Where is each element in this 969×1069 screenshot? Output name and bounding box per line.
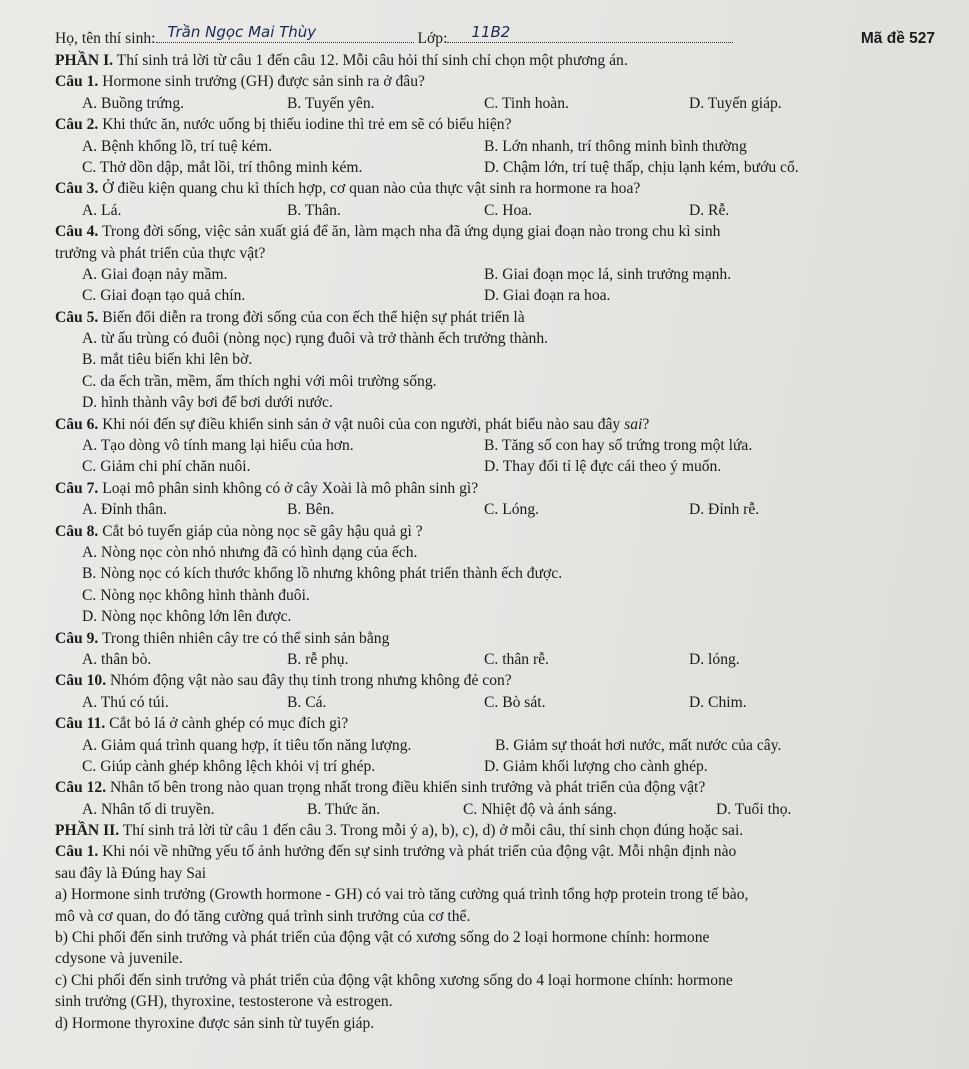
question-5: Câu 5. Biến đổi diễn ra trong đời sống của con ếch thể hiện sự phát triển là (55, 308, 525, 326)
option-b: B. Giảm sự thoát hơi nước, mất nước của cây. (495, 736, 782, 754)
question-7-options (55, 499, 935, 520)
option-a: A. Giai đoạn nảy mầm. (82, 265, 228, 283)
question-6-options-row2 (55, 456, 935, 477)
part2-question-1-cont: sau đây là Đúng hay Sai (55, 864, 207, 882)
exam-content (55, 22, 935, 1034)
option-a: A. Lá. (82, 201, 122, 219)
option-c: C. Nòng nọc không hình thành đuôi. (82, 586, 310, 604)
part1-instruction: PHẦN I. Thí sinh trả lời từ câu 1 đến câu 12. Mỗi câu hỏi thí sinh chỉ chọn một phương án. (55, 52, 628, 69)
question-6: Câu 6. Khi nói đến sự điều khiển sinh sản ở vật nuôi của con người, phát biểu nào sau đây sai? (55, 415, 650, 433)
question-7: Câu 7. Loại mô phân sinh không có ở cây Xoài là mô phân sinh gì? (55, 479, 479, 497)
statement-d: d) Hormone thyroxine được sản sinh từ tuyến giáp. (55, 1014, 375, 1032)
option-a: A. Đỉnh thân. (82, 501, 167, 519)
option-b: B. Thân. (287, 201, 341, 219)
question-2-options-row1 (55, 136, 935, 157)
option-c: C. Giúp cành ghép không lệch khỏi vị trí ghép. (82, 757, 376, 775)
option-b: B. mắt tiêu biến khi lên bờ. (82, 351, 253, 369)
option-b: B. Tăng số con hay số trứng trong một lứa. (484, 437, 753, 455)
option-d: D. Nòng nọc không lớn lên được. (82, 608, 292, 626)
option-c: C. Thở dồn dập, mắt lồi, trí thông minh kém. (82, 158, 363, 176)
option-c: C. Tinh hoàn. (484, 94, 569, 112)
option-c: C. thân rễ. (484, 650, 549, 668)
option-a: A. Nhân tố di truyền. (82, 800, 215, 818)
option-a: A. Thú có túi. (82, 693, 169, 711)
question-2: Câu 2. Khi thức ăn, nước uống bị thiếu iodine thì trẻ em sẽ có biểu hiện? (55, 116, 512, 134)
option-a: A. Bệnh khổng lồ, trí tuệ kém. (82, 137, 273, 155)
statement-c: c) Chi phối đến sinh trưởng và phát triển của động vật không xương sống do 4 loại hormone chính: hormone (55, 971, 733, 989)
question-9: Câu 9. Trong thiên nhiên cây tre có thể sinh sản bằng (55, 629, 390, 647)
option-a: A. Nòng nọc còn nhỏ nhưng đã có hình dạng của ếch. (82, 543, 418, 561)
option-b: B. Lớn nhanh, trí thông minh bình thường (484, 137, 747, 155)
option-a: A. Tạo dòng vô tính mang lại hiểu của hơn. (82, 437, 354, 455)
class-field (447, 22, 733, 43)
option-c: C. Bò sát. (484, 693, 546, 711)
name-label: Họ, tên thí sinh: (55, 30, 156, 47)
statement-b: b) Chi phối đến sinh trưởng và phát triển của động vật có xương sống do 2 loại hormone chính: hormone (55, 929, 710, 947)
option-b: B. Nòng nọc có kích thước khổng lồ nhưng không phát triển thành ếch được. (82, 565, 563, 583)
option-c: C. da ếch trần, mềm, ẩm thích nghi với môi trường sống. (82, 372, 437, 390)
question-11-options-row1 (55, 735, 935, 756)
question-4-options-row2 (55, 285, 935, 306)
question-6-options-row1 (55, 435, 935, 456)
option-c: C. Giảm chi phí chăn nuôi. (82, 458, 251, 476)
question-4: Câu 4. Trong đời sống, việc sản xuất giá để ăn, làm mạch nha đã ứng dụng giai đoạn nào trong chu kì sinh (55, 223, 721, 241)
class-label: Lớp: (417, 30, 448, 47)
question-3-options (55, 200, 935, 221)
option-d: D. Tuyến giáp. (689, 94, 782, 112)
option-d: D. Rễ. (689, 201, 730, 219)
question-3: Câu 3. Ở điều kiện quang chu kì thích hợp, cơ quan nào của thực vật sinh ra hormone ra hoa? (55, 180, 641, 198)
question-8: Câu 8. Cắt bỏ tuyến giáp của nòng nọc sẽ gây hậu quả gì ? (55, 522, 423, 540)
option-a: A. từ ấu trùng có đuôi (nòng nọc) rụng đuôi và trở thành ếch trưởng thành. (82, 330, 549, 348)
option-c: C. Hoa. (484, 201, 533, 219)
question-1: Câu 1. Hormone sinh trưởng (GH) được sản sinh ra ở đâu? (55, 73, 425, 91)
question-10-options (55, 692, 935, 713)
statement-c-cont: sinh trưởng (GH), thyroxine, testosterone và estrogen. (55, 993, 393, 1011)
question-1-options (55, 93, 935, 114)
statement-a: a) Hormone sinh trưởng (Growth hormone - GH) có vai trò tăng cường quá trình tổng hợp protein trong tế bào, (55, 886, 749, 904)
exam-header (55, 22, 935, 50)
exam-code: Mã đề 527 (860, 30, 935, 47)
question-4-cont: trưởng và phát triển của thực vật? (55, 244, 266, 262)
option-d: D. Giai đoạn ra hoa. (484, 287, 611, 305)
class-handwritten: 11B2 (471, 22, 511, 41)
name-field (156, 22, 414, 43)
option-a: A. thân bò. (82, 650, 152, 668)
option-d: D. lóng. (689, 650, 740, 668)
question-11: Câu 11. Cắt bỏ lá ở cành ghép có mục đích gì? (55, 715, 349, 733)
option-d: D. Tuổi thọ. (716, 800, 792, 818)
option-a: A. Giảm quá trình quang hợp, ít tiêu tốn năng lượng. (82, 736, 412, 754)
option-c: C. Giai đoạn tạo quả chín. (82, 287, 246, 305)
option-b: B. rễ phụ. (287, 650, 349, 668)
option-b: B. Tuyến yên. (287, 94, 375, 112)
part2-question-1: Câu 1. Khi nói về những yếu tố ảnh hưởng đến sự sinh trưởng và phát triển của động vật. Mỗi nhận định nào (55, 843, 737, 861)
option-d: D. Giảm khối lượng cho cành ghép. (484, 757, 708, 775)
option-b: B. Cá. (287, 693, 327, 711)
question-9-options (55, 649, 935, 670)
statement-a-cont: mô và cơ quan, do đó tăng cường quá trình sinh trưởng của cơ thể. (55, 907, 471, 925)
option-d: D. hình thành vây bơi để bơi dưới nước. (82, 394, 333, 412)
option-d: D. Đỉnh rễ. (689, 501, 760, 519)
question-12: Câu 12. Nhân tố bên trong nào quan trọng nhất trong điều khiển sinh trưởng và phát triển của động vật? (55, 779, 706, 797)
question-11-options-row2 (55, 756, 935, 777)
question-2-options-row2 (55, 157, 935, 178)
name-handwritten: Trần Ngọc Mai Thùy (167, 22, 317, 41)
statement-b-cont: cdysone và juvenile. (55, 950, 183, 968)
option-d: D. Chậm lớn, trí tuệ thấp, chịu lạnh kém, bướu cổ. (484, 158, 799, 176)
part2-instruction: PHẦN II. Thí sinh trả lời từ câu 1 đến câu 3. Trong mỗi ý a), b), c), d) ở mỗi câu, thí sinh chọn đúng hoặc sai. (55, 822, 744, 840)
option-b: B. Giai đoạn mọc lá, sinh trưởng mạnh. (484, 265, 732, 283)
option-b: B. Bên. (287, 501, 335, 519)
question-12-options (55, 799, 935, 820)
option-a: A. Buồng trứng. (82, 94, 185, 112)
option-b: B. Thức ăn. (307, 800, 381, 818)
option-c: C. Nhiệt độ và ánh sáng. (463, 800, 617, 818)
question-4-options-row1 (55, 264, 935, 285)
option-d: D. Chim. (689, 693, 747, 711)
option-d: D. Thay đổi tỉ lệ đực cái theo ý muốn. (484, 458, 722, 476)
question-10: Câu 10. Nhóm động vật nào sau đây thụ tinh trong nhưng không đẻ con? (55, 672, 512, 690)
option-c: C. Lóng. (484, 501, 540, 519)
